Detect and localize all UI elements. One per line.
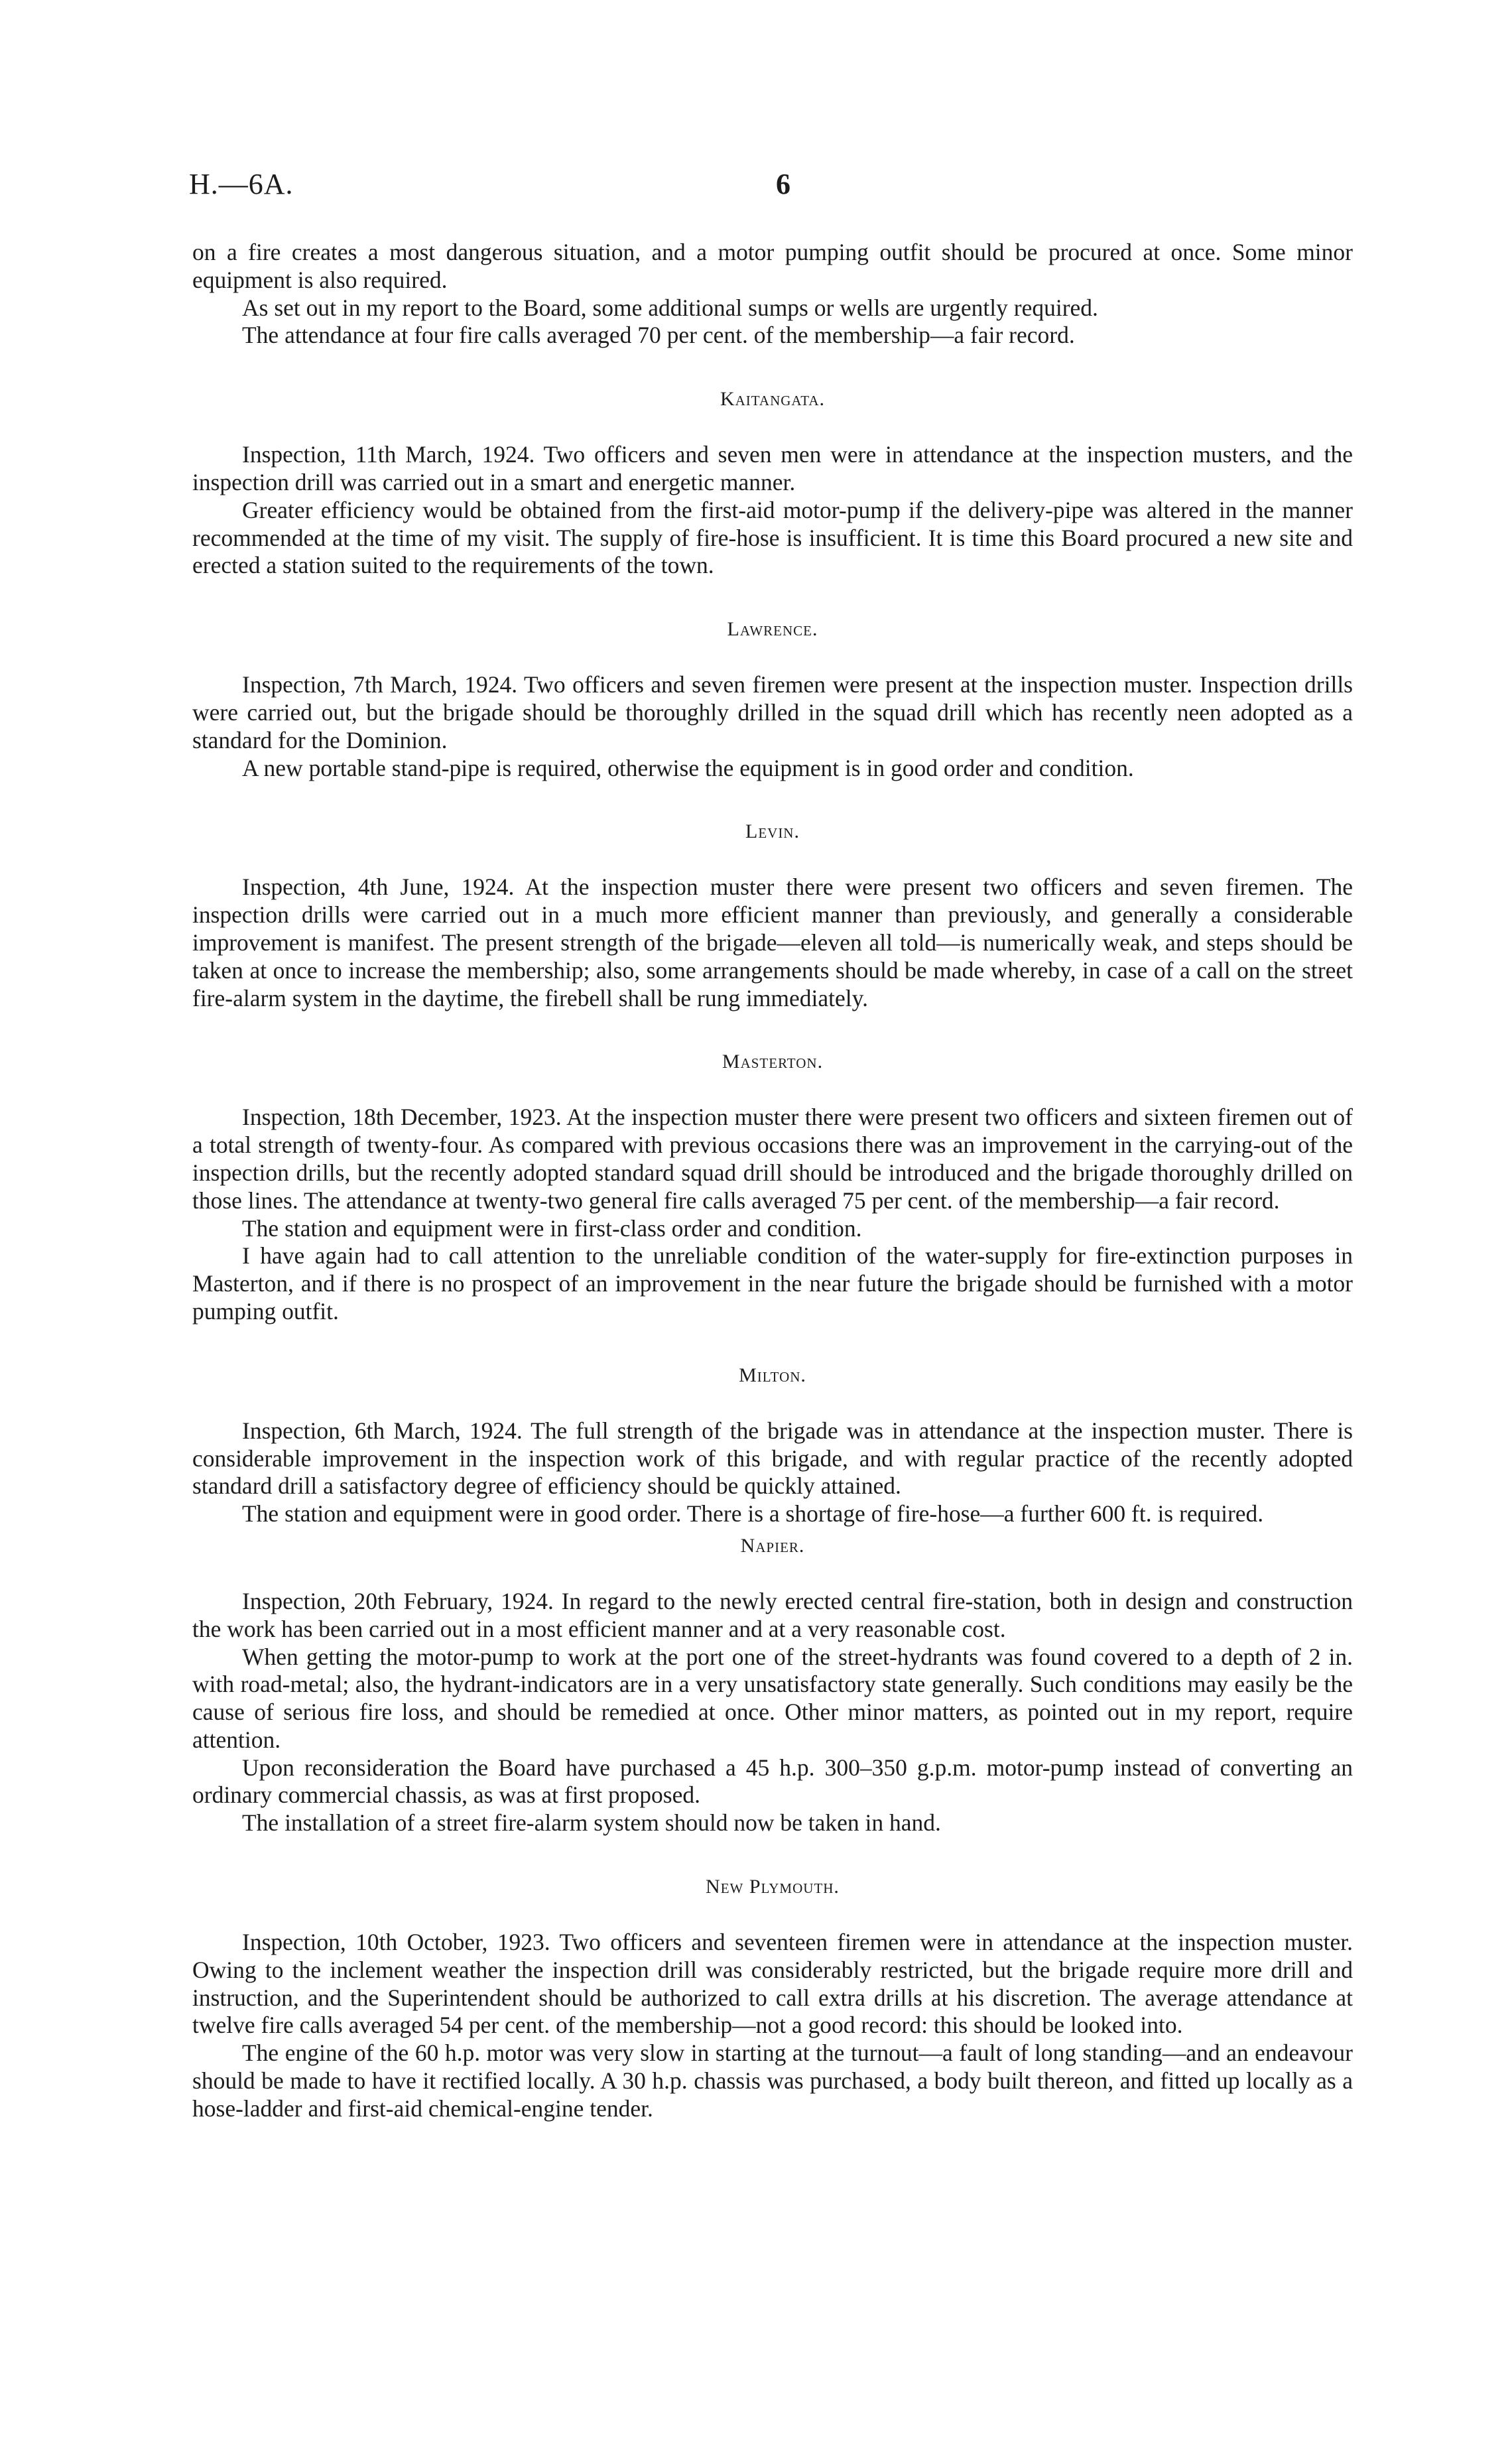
document-code: H.—6A. (189, 168, 294, 200)
section-heading-new-plymouth: New Plymouth. (706, 1876, 840, 1898)
section-heading-masterton: Masterton. (722, 1051, 824, 1073)
section-paragraph: Inspection, 7th March, 1924. Two officers and seven firemen were present at the inspection muster. Inspection drills were carried out, but the brigade should be thoroughly drilled in the squad drill which has recently neen adopted as a standard for the Dominion. (192, 671, 1353, 753)
section-heading-napier: Napier. (740, 1534, 805, 1557)
intro-paragraph: As set out in my report to the Board, some additional sumps or wells are urgently required. (242, 294, 1098, 321)
section-paragraph: Inspection, 20th February, 1924. In regard to the newly erected central fire-station, both in design and construction the work has been carried out in a most efficient manner and at a very reasonable cost. (192, 1587, 1353, 1642)
page-number: 6 (776, 168, 790, 200)
section-paragraph: Inspection, 10th October, 1923. Two officers and seventeen firemen were in attendance at the inspection muster. Owing to the inclement weather the inspection drill was considerably restricted, but the brigade require more drill and instruction, and the Superintendent should be authorized to call extra drills at his discretion. The average attendance at twelve fire calls averaged 54 per cent. of the membership—not a good record: this should be looked into. (192, 1929, 1353, 2039)
section-paragraph: I have again had to call attention to the unreliable condition of the water-supply for fire-extinction purposes in Masterton, and if there is no prospect of an improvement in the near future the brigade should be furnished with a motor pumping outfit. (192, 1242, 1353, 1325)
section-paragraph: The station and equipment were in first-class order and condition. (242, 1214, 862, 1242)
intro-paragraph: on a fire creates a most dangerous situation, and a motor pumping outfit should be procured at once. Some minor equipment is also required. (192, 239, 1353, 293)
section-paragraph: When getting the motor-pump to work at the port one of the street-hydrants was found covered to a depth of 2 in. with road-metal; also, the hydrant-indicators are in a very unsatisfactory state generally. Such conditions may easily be the cause of serious fire loss, and should be remedied at once. Other minor matters, as pointed out in my report, require attention. (192, 1643, 1353, 1753)
section-paragraph: The station and equipment were in good order. There is a shortage of fire-hose—a further 600 ft. is required. (242, 1500, 1264, 1527)
section-paragraph: Inspection, 4th June, 1924. At the inspection muster there were present two officers and seven firemen. The inspection drills were carried out in a much more efficient manner than previously, and generally a considerable improvement is manifest. The present strength of the brigade—eleven all told—is numerically weak, and steps should be taken at once to increase the membership; also, some arrangements should be made whereby, in case of a call on the street fire-alarm system in the daytime, the firebell shall be rung immediately. (192, 874, 1353, 1011)
section-paragraph: Inspection, 18th December, 1923. At the inspection muster there were present two officers and sixteen firemen out of a total strength of twenty-four. As compared with previous occasions there was an improvement in the carrying-out of the inspection drills, but the recently adopted standard squad drill should be introduced and the brigade thoroughly drilled on those lines. The attendance at twenty-two general fire calls averaged 75 per cent. of the membership—a fair record. (192, 1104, 1353, 1214)
section-paragraph: Inspection, 11th March, 1924. Two officers and seven men were in attendance at the inspection musters, and the inspection drill was carried out in a smart and energetic manner. (192, 441, 1353, 495)
page-header (189, 167, 1356, 207)
section-paragraph: Inspection, 6th March, 1924. The full strength of the brigade was in attendance at the inspection muster. There is considerable improvement in the inspection work of this brigade, and with regular practice of the recently adopted standard drill a satisfactory degree of efficiency should be quickly attained. (192, 1417, 1353, 1500)
section-paragraph: The installation of a street fire-alarm system should now be taken in hand. (242, 1809, 941, 1837)
section-heading-levin: Levin. (745, 820, 800, 843)
section-paragraph: Upon reconsideration the Board have purchased a 45 h.p. 300–350 g.p.m. motor-pump instead of converting an ordinary commercial chassis, as was at first proposed. (192, 1754, 1353, 1809)
section-heading-milton: Milton. (739, 1364, 806, 1386)
section-paragraph: A new portable stand-pipe is required, otherwise the equipment is in good order and condition. (242, 754, 1134, 781)
section-paragraph: The engine of the 60 h.p. motor was very slow in starting at the turnout—a fault of long standing—and an endeavour should be made to have it rectified locally. A 30 h.p. chassis was purchased, a body built thereon, and fitted up locally as a hose-ladder and first-aid chemical-engine tender. (192, 2039, 1353, 2122)
intro-paragraph: The attendance at four fire calls averaged 70 per cent. of the membership—a fair record. (242, 322, 1075, 349)
page-body (192, 239, 1353, 2123)
section-heading-lawrence: Lawrence. (727, 618, 818, 641)
section-paragraph: Greater efficiency would be obtained from the first-aid motor-pump if the delivery-pipe was altered in the manner recommended at the time of my visit. The supply of fire-hose is insufficient. It is time this Board procured a new site and erected a station suited to the requirements of the town. (192, 496, 1353, 579)
section-heading-kaitangata: Kaitangata. (720, 388, 826, 411)
